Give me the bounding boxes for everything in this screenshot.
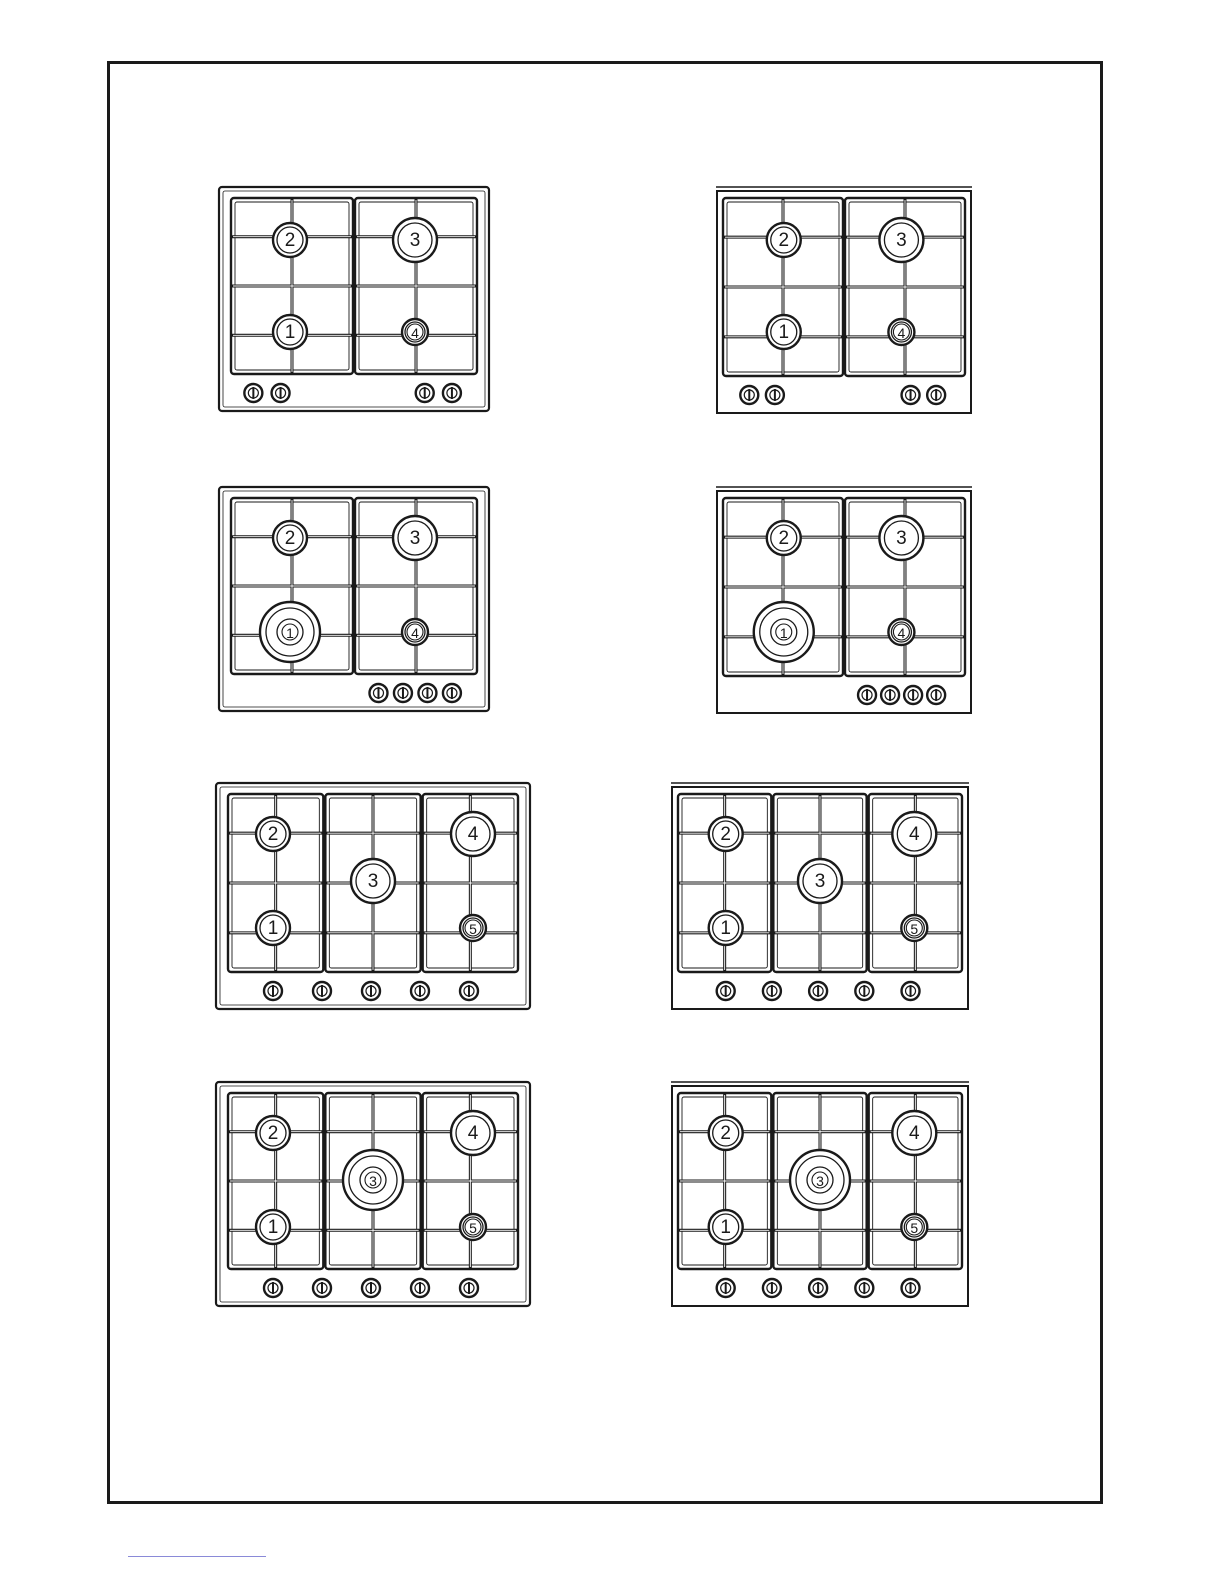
burner-1 — [260, 602, 320, 662]
hob-5-burner-wok-flush — [671, 1081, 969, 1307]
burner-3 — [343, 1150, 403, 1210]
burner-3 — [879, 516, 923, 560]
burner-4 — [402, 319, 428, 345]
burner-label: 4 — [909, 1123, 920, 1144]
control-knob — [855, 982, 873, 1000]
control-knob — [927, 386, 945, 404]
control-knob — [740, 386, 758, 404]
burner-label: 2 — [720, 824, 731, 845]
burner-label: 2 — [267, 1123, 279, 1144]
control-knob — [244, 384, 262, 402]
control-knob — [763, 1279, 781, 1297]
burner-5 — [460, 915, 486, 941]
burner-label: 2 — [284, 230, 296, 251]
control-knob — [927, 686, 945, 704]
hob-drawing — [671, 1081, 969, 1307]
burner-2 — [256, 1116, 290, 1150]
burner-4 — [888, 319, 914, 345]
burner-5 — [901, 915, 927, 941]
control-knob — [369, 684, 387, 702]
hob-4-burner-flush — [716, 186, 972, 414]
control-knob — [902, 386, 920, 404]
control-knob — [394, 684, 412, 702]
burner-4 — [892, 1111, 936, 1155]
burner-5 — [460, 1214, 486, 1240]
burner-label: 4 — [897, 325, 906, 341]
control-knob — [717, 982, 735, 1000]
burner-label: 3 — [369, 1173, 377, 1189]
burner-label: 3 — [896, 528, 907, 549]
burner-1 — [273, 315, 307, 349]
hob-5-burner-wok-framed — [215, 1081, 531, 1307]
hob-drawing — [215, 1081, 531, 1307]
burner-label: 3 — [409, 230, 421, 251]
burner-1 — [709, 1210, 743, 1244]
burner-4 — [888, 619, 914, 645]
burner-2 — [273, 521, 307, 555]
control-knob — [411, 1279, 429, 1297]
burner-2 — [709, 817, 743, 851]
control-knob — [264, 1279, 282, 1297]
control-knob — [858, 686, 876, 704]
burner-3 — [351, 859, 395, 903]
burner-label: 1 — [778, 322, 790, 343]
burner-label: 3 — [814, 871, 826, 892]
control-knob — [809, 982, 827, 1000]
burner-label: 2 — [778, 230, 790, 251]
burner-label: 3 — [409, 528, 421, 549]
burner-label: 5 — [469, 1220, 477, 1236]
burner-label: 4 — [897, 625, 906, 641]
hob-4-burner-wok-flush — [716, 486, 972, 714]
burner-label: 2 — [778, 528, 790, 549]
burner-1 — [767, 315, 801, 349]
burner-4 — [402, 619, 428, 645]
burner-3 — [393, 218, 437, 262]
hob-drawing — [716, 186, 972, 414]
burner-1 — [709, 911, 743, 945]
burner-3 — [798, 859, 842, 903]
burner-2 — [709, 1116, 743, 1150]
hob-drawing — [218, 486, 490, 712]
burner-label: 1 — [286, 625, 294, 641]
burner-label: 3 — [367, 871, 379, 892]
control-knob — [362, 1279, 380, 1297]
burner-label: 2 — [284, 528, 296, 549]
hob-drawing — [215, 782, 531, 1010]
burner-label: 4 — [467, 1123, 479, 1144]
burner-1 — [754, 602, 814, 662]
burner-2 — [256, 817, 290, 851]
burner-label: 2 — [267, 824, 279, 845]
control-knob — [902, 1279, 920, 1297]
burner-label: 1 — [284, 322, 296, 343]
burner-label: 1 — [720, 1217, 731, 1238]
control-knob — [418, 684, 436, 702]
hob-drawing — [218, 186, 490, 412]
control-knob — [411, 982, 429, 1000]
burner-label: 3 — [816, 1173, 824, 1189]
hob-drawing — [716, 486, 972, 714]
burner-4 — [451, 1111, 495, 1155]
control-knob — [416, 384, 434, 402]
hob-4-burner-framed — [218, 186, 490, 412]
control-knob — [904, 686, 922, 704]
burner-label: 1 — [779, 625, 788, 641]
control-knob — [717, 1279, 735, 1297]
burner-4 — [451, 812, 495, 856]
burner-label: 5 — [910, 921, 919, 937]
control-knob — [443, 384, 461, 402]
control-knob — [460, 1279, 478, 1297]
burner-label: 4 — [467, 824, 479, 845]
burner-label: 4 — [411, 625, 419, 641]
burner-label: 1 — [267, 1217, 279, 1238]
control-knob — [443, 684, 461, 702]
burner-5 — [901, 1214, 927, 1240]
burner-3 — [393, 516, 437, 560]
control-knob — [809, 1279, 827, 1297]
control-knob — [362, 982, 380, 1000]
control-knob — [460, 982, 478, 1000]
burner-1 — [256, 911, 290, 945]
burner-label: 5 — [469, 921, 477, 937]
control-knob — [313, 1279, 331, 1297]
control-knob — [272, 384, 290, 402]
control-knob — [881, 686, 899, 704]
burner-label: 5 — [910, 1220, 919, 1236]
hob-5-burner-framed — [215, 782, 531, 1010]
burner-3 — [790, 1150, 850, 1210]
burner-label: 2 — [720, 1123, 731, 1144]
burner-label: 4 — [411, 325, 419, 341]
control-knob — [264, 982, 282, 1000]
burner-label: 4 — [909, 824, 920, 845]
footer-link-underline — [128, 1556, 266, 1557]
control-knob — [763, 982, 781, 1000]
burner-label: 1 — [720, 918, 731, 939]
hob-4-burner-wok-framed — [218, 486, 490, 712]
burner-label: 1 — [267, 918, 279, 939]
burner-2 — [767, 521, 801, 555]
burner-1 — [256, 1210, 290, 1244]
control-knob — [855, 1279, 873, 1297]
burner-3 — [879, 218, 923, 262]
burner-label: 3 — [896, 230, 907, 251]
burner-2 — [767, 223, 801, 257]
control-knob — [902, 982, 920, 1000]
burner-4 — [892, 812, 936, 856]
hob-drawing — [671, 782, 969, 1010]
control-knob — [766, 386, 784, 404]
hob-5-burner-flush — [671, 782, 969, 1010]
burner-2 — [273, 223, 307, 257]
control-knob — [313, 982, 331, 1000]
